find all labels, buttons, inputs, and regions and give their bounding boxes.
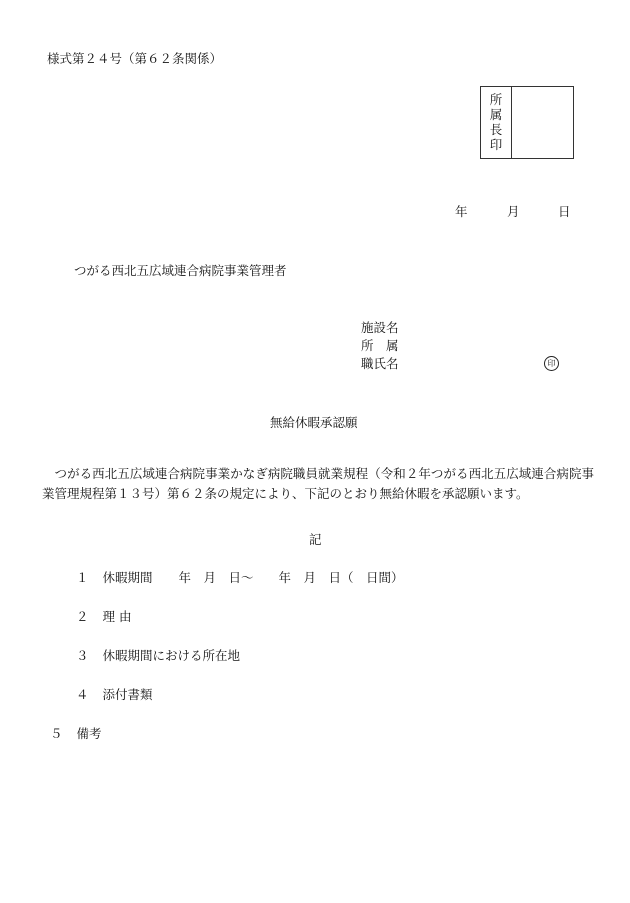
item-4-attachments [76, 685, 153, 703]
ki-heading: 記 [309, 532, 322, 547]
item-number: ３ [76, 648, 89, 663]
item-number: １ [76, 570, 89, 585]
date-day: 日 [558, 204, 571, 219]
addressee: つがる西北五広域連合病院事業管理者 [74, 263, 287, 278]
form-number: 様式第２４号（第６２条関係） [47, 51, 223, 66]
document-title: 無給休暇承認願 [270, 415, 358, 430]
leave-period-field[interactable]: 年 月 日～ 年 月 日（ 日間） [178, 570, 404, 585]
seal-area[interactable] [512, 87, 573, 158]
item-label: 休暇期間 [102, 570, 153, 585]
item-number: ４ [76, 687, 89, 702]
item-2-reason [76, 607, 131, 625]
date-month: 月 [507, 204, 520, 219]
item-number: ５ [50, 726, 63, 741]
item-label: 備考 [76, 726, 102, 741]
item-number: ２ [76, 609, 89, 624]
seal-icon: 印 [544, 356, 559, 371]
item-3-location [76, 646, 240, 664]
seal-mark [544, 354, 559, 371]
name-label: 職氏名 [361, 356, 399, 371]
date-year: 年 [455, 204, 468, 219]
item-label: 休暇期間における所在地 [102, 648, 241, 663]
seal-box-label: 所 属 長 印 [489, 92, 503, 152]
department-head-seal-box [480, 86, 574, 159]
item-label: 添付書類 [102, 687, 153, 702]
facility-label: 施設名 [361, 320, 399, 335]
item-label: 理 由 [102, 609, 132, 624]
item-1-leave-period [76, 568, 404, 586]
department-label: 所 属 [361, 338, 399, 353]
item-5-remarks [50, 724, 102, 742]
body-text: つがる西北五広域連合病院事業かなぎ病院職員就業規程（令和２年つがる西北五広域連合病院事業管理規程第１３号）第６２条の規定により、下記のとおり無給休暇を承認願います。 [42, 466, 594, 501]
